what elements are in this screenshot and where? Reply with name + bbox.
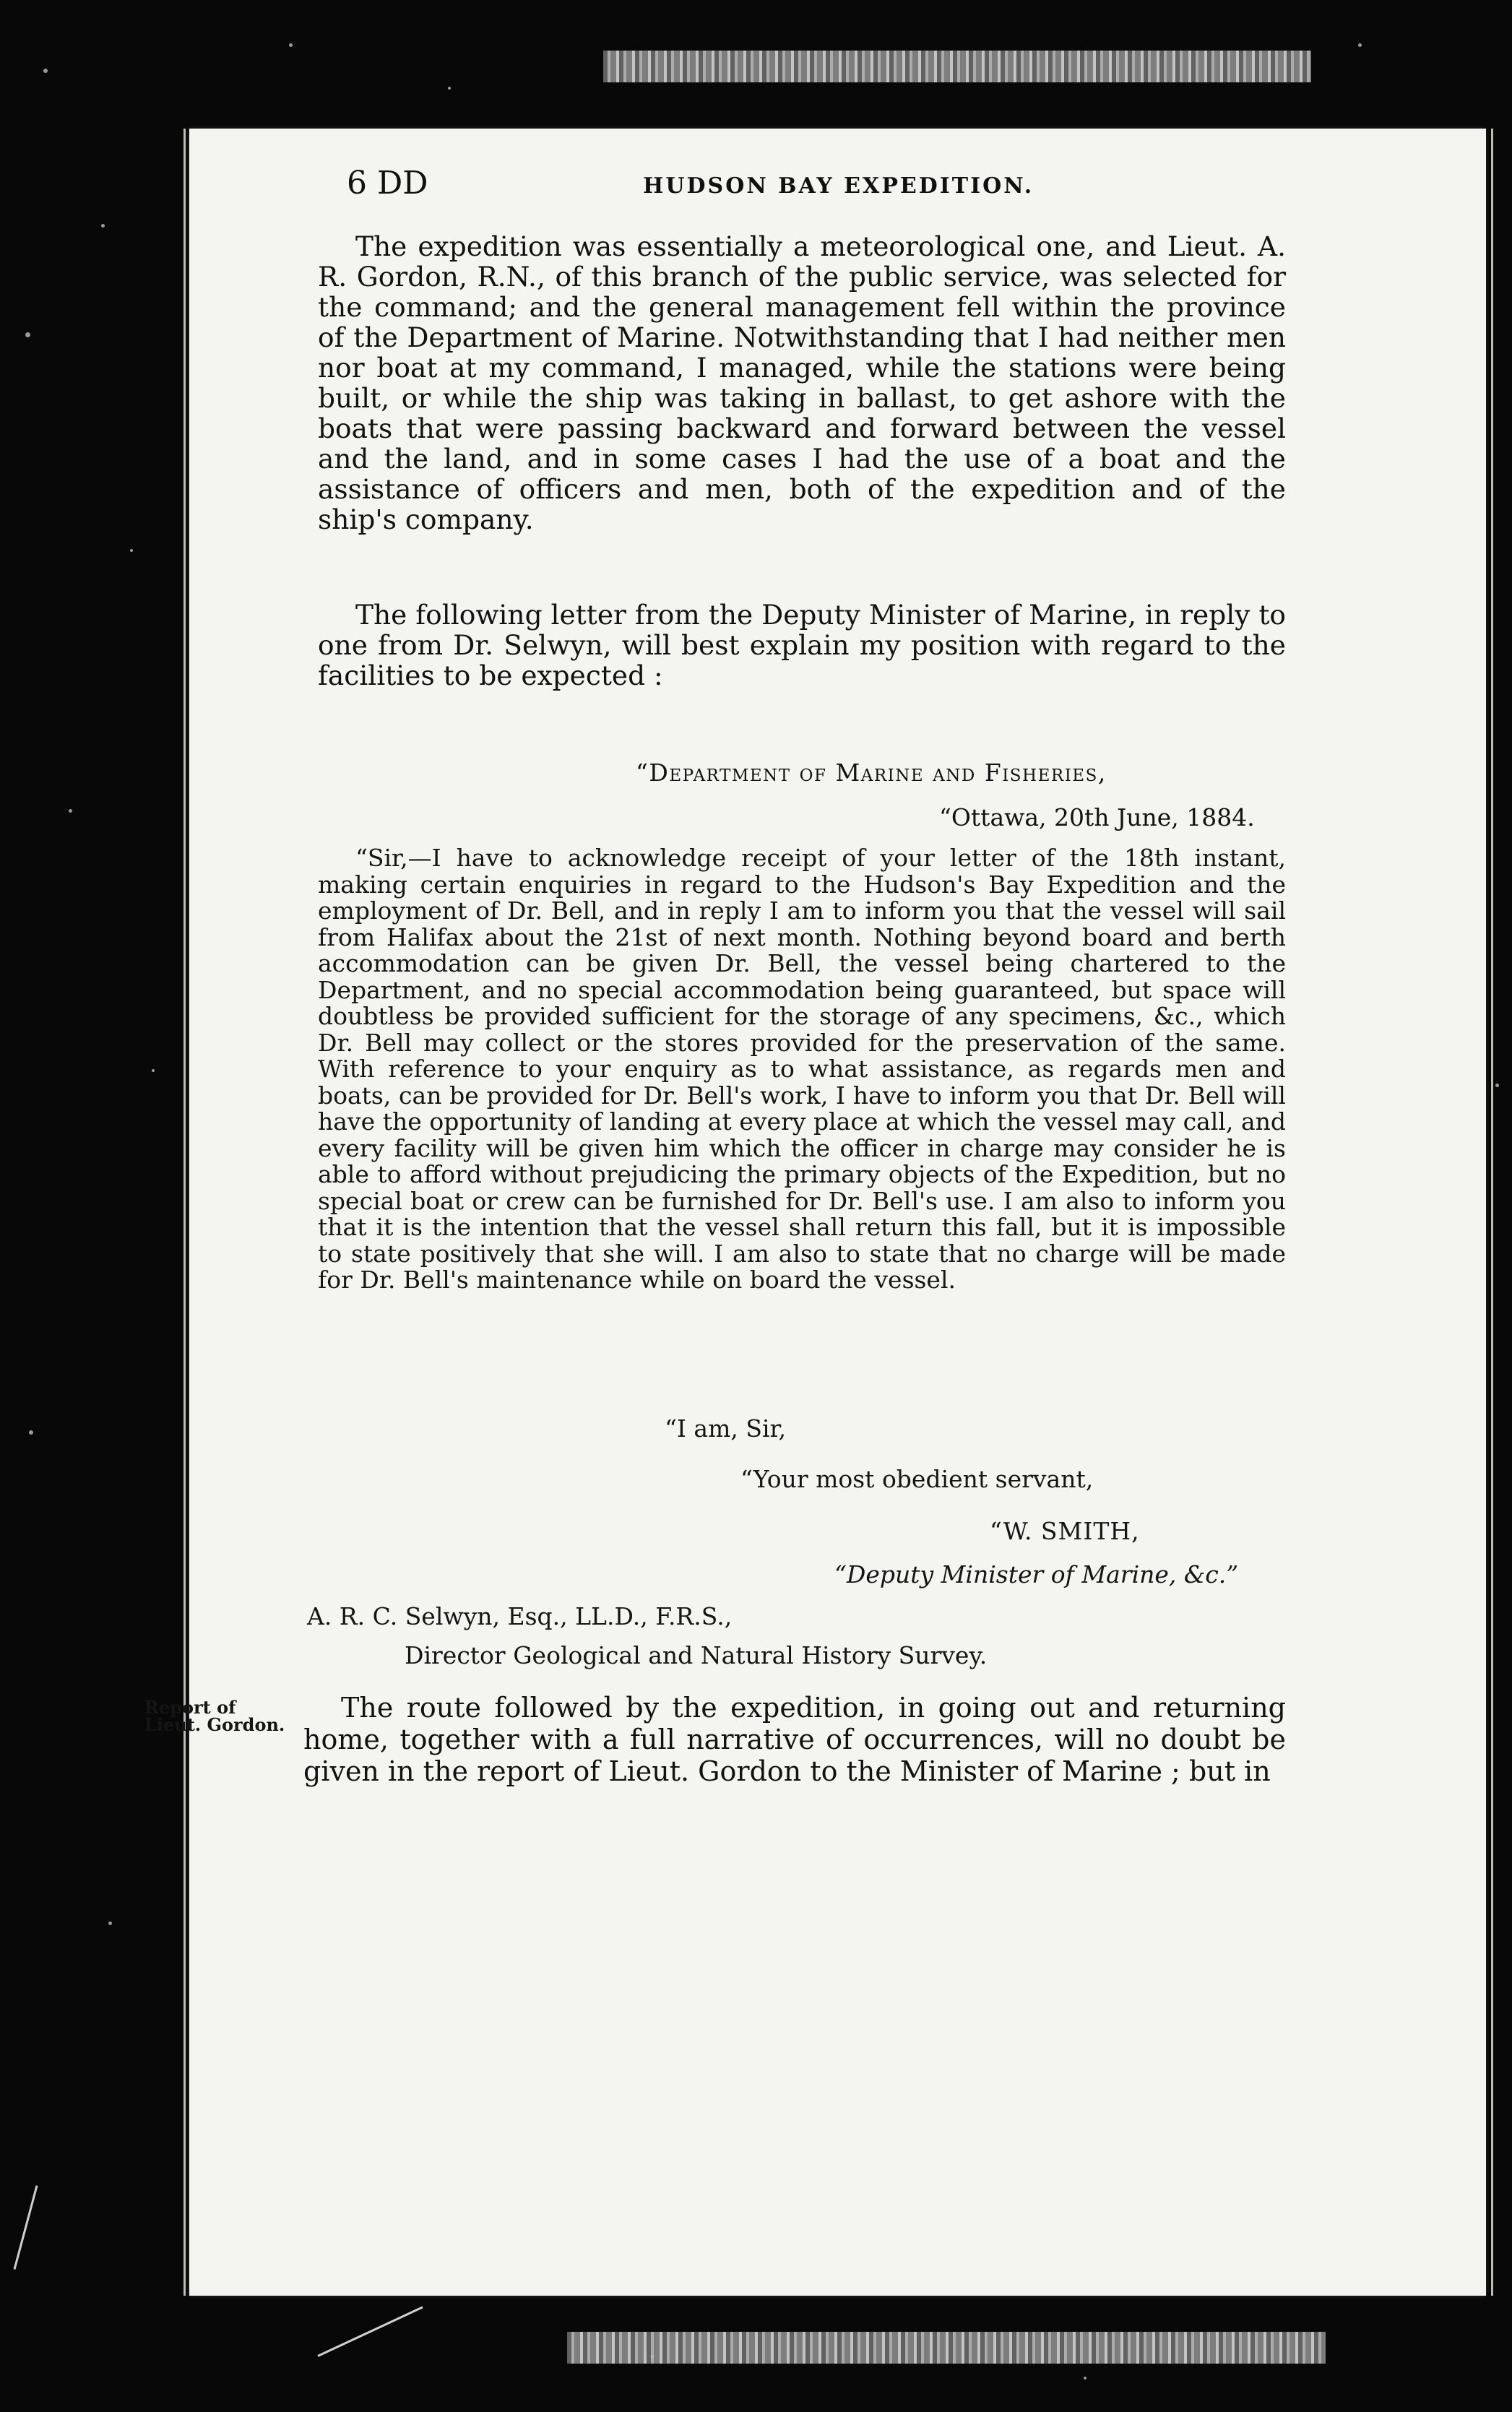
letter-addressee-title: Director Geological and Natural History Survey. xyxy=(405,1641,988,1669)
film-speck xyxy=(1358,43,1362,47)
letter-signature: “W. SMITH, xyxy=(990,1517,1140,1545)
letter-place-date: “Ottawa, 20th June, 1884. xyxy=(939,803,1255,831)
film-speck xyxy=(130,549,133,552)
letter-closing-2: “Your most obedient servant, xyxy=(740,1465,1094,1493)
page-header xyxy=(347,165,1185,208)
film-strip-bottom xyxy=(567,2332,1326,2364)
film-speck xyxy=(108,1922,112,1925)
paragraph-route: The route followed by the expedition, in going out and returning home, together with a full narrative of occurrences, will no doubt be given in the report of Lieut. Gordon to the Minister of Marine ; but in xyxy=(303,1692,1286,1787)
letter-signature-title: “Deputy Minister of Marine, &c.” xyxy=(834,1560,1239,1588)
film-speck xyxy=(289,43,293,47)
film-speck xyxy=(29,1430,33,1435)
film-speck xyxy=(1495,1084,1499,1087)
page-edge-left xyxy=(183,129,186,2296)
letter-body: “Sir,—I have to acknowledge receipt of your letter of the 18th instant, making certain enquiries in regard to the Hudson's Bay Expedition and the employment of Dr. Bell, and in reply I am to inform you that the vessel will sail from Halifax about the 21st of next month. Nothing beyond board and berth accommodation can be given Dr. Bell, the vessel being chartered to the Department, and no special accommodation being guaranteed, but space will doubtless be provided sufficient for the storage of any specimens, &c., which Dr. Bell may collect or the stores provided for the preservation of the same. With reference to your enquiry as to what assistance, as regards men and boats, can be provided for Dr. Bell's work, I have to inform you that Dr. Bell will have the opportunity of landing at every place at which the vessel may call, and every facility will be given him which the officer in charge may consider he is able to afford without prejudicing the primary objects of the Expedition, but no special boat or crew can be furnished for Dr. Bell's use. I am also to inform you that it is the intention that the vessel shall return this fall, but it is impossible to state positively that she will. I am also to state that no charge will be made for Dr. Bell's maintenance while on board the vessel. xyxy=(318,844,1286,1294)
running-title: HUDSON BAY EXPEDITION. xyxy=(643,173,1034,199)
film-speck xyxy=(448,87,451,90)
letter-closing-1: “I am, Sir, xyxy=(665,1414,787,1443)
film-speck xyxy=(25,332,30,337)
film-speck xyxy=(152,1069,155,1072)
film-speck xyxy=(43,69,48,73)
paragraph-intro: The expedition was essentially a meteorological one, and Lieut. A. R. Gordon, R.N., of this branch of the public service, was selected for the command; and the general management fell within the province of the Department of Marine. Notwithstanding that I had neither men nor boat at my command, I managed, while the stations were being built, or while the ship was taking in ballast, to get ashore with the boats that were passing backward and forward between the vessel and the land, and in some cases I had the use of a boat and the assistance of officers and men, both of the expedition and of the ship's company. xyxy=(318,230,1286,535)
film-speck xyxy=(1084,2377,1087,2379)
margin-note: Report of Lieut. Gordon. xyxy=(144,1697,285,1735)
letter-department: “Department of Marine and Fisheries, xyxy=(636,758,1107,787)
film-strip-top xyxy=(603,51,1311,82)
paragraph-letter-intro: The following letter from the Deputy Minister of Marine, in reply to one from Dr. Selwyn, will best explain my position with regard to the facilities to be expected : xyxy=(318,599,1286,691)
page-edge-right xyxy=(1491,129,1493,2296)
film-scratch xyxy=(317,2307,423,2357)
page-number: 6 DD xyxy=(347,165,428,202)
film-speck xyxy=(101,224,105,228)
film-speck xyxy=(69,809,72,813)
letter-addressee: A. R. C. Selwyn, Esq., LL.D., F.R.S., xyxy=(307,1602,733,1630)
film-scratch xyxy=(14,2185,38,2270)
